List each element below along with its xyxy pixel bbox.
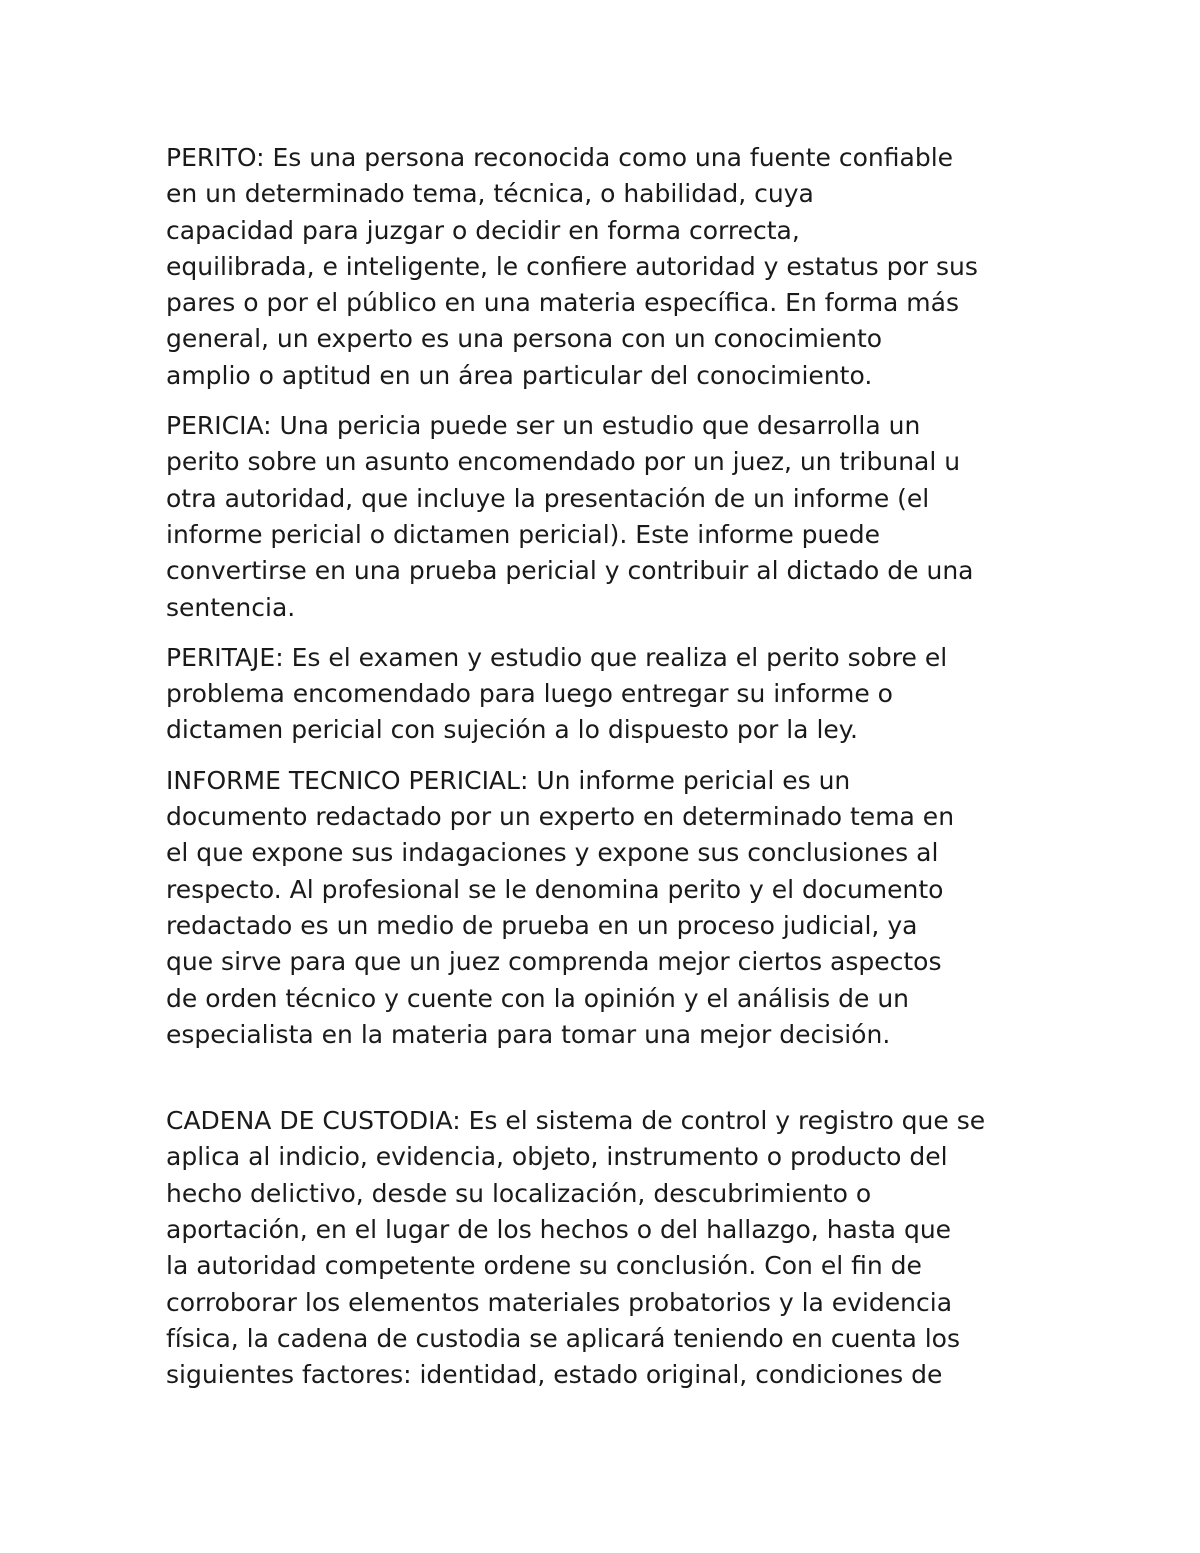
text-line: en un determinado tema, técnica, o habilidad, cuya — [166, 179, 814, 209]
text-line: corroborar los elementos materiales probatorios y la evidencia — [166, 1287, 953, 1317]
text-line: capacidad para juzgar o decidir en forma correcta, — [166, 215, 800, 245]
text-line: convertirse en una prueba pericial y contribuir al dictado de una — [166, 556, 974, 586]
text-line: INFORME TECNICO PERICIAL: Un informe pericial es un — [166, 765, 851, 795]
text-line: otra autoridad, que incluye la presentación de un informe (el — [166, 483, 930, 513]
text-line: CADENA DE CUSTODIA: Es el sistema de control y registro que se — [166, 1106, 986, 1136]
text-line: siguientes factores: identidad, estado original, condiciones de — [166, 1360, 943, 1390]
text-line: general, un experto es una persona con un conocimiento — [166, 324, 883, 354]
text-line: PERITAJE: Es el examen y estudio que realiza el perito sobre el — [166, 642, 948, 672]
text-line: PERICIA: Una pericia puede ser un estudio que desarrolla un — [166, 411, 921, 441]
text-line: pares o por el público en una materia específica. En forma más — [166, 288, 960, 318]
text-line: aplica al indicio, evidencia, objeto, instrumento o producto del — [166, 1142, 948, 1172]
text-line: informe pericial o dictamen pericial). Este informe puede — [166, 519, 881, 549]
text-line: el que expone sus indagaciones y expone sus conclusiones al — [166, 838, 939, 868]
text-line: que sirve para que un juez comprenda mejor ciertos aspectos — [166, 947, 942, 977]
paragraph-informe-tecnico-pericial — [166, 763, 1036, 1053]
text-line: aportación, en el lugar de los hechos o del hallazgo, hasta que — [166, 1215, 952, 1245]
text-line: dictamen pericial con sujeción a lo dispuesto por la ley. — [166, 715, 858, 745]
paragraph-peritaje — [166, 640, 1036, 749]
paragraph-cadena-de-custodia — [166, 1103, 1036, 1393]
text-line: respecto. Al profesional se le denomina perito y el documento — [166, 874, 944, 904]
text-line: especialista en la materia para tomar una mejor decisión. — [166, 1019, 891, 1049]
text-line: problema encomendado para luego entregar su informe o — [166, 679, 893, 709]
text-line: de orden técnico y cuente con la opinión y el análisis de un — [166, 983, 910, 1013]
text-line: la autoridad competente ordene su conclusión. Con el fin de — [166, 1251, 922, 1281]
text-line: física, la cadena de custodia se aplicará teniendo en cuenta los — [166, 1323, 960, 1353]
text-line: perito sobre un asunto encomendado por un juez, un tribunal u — [166, 447, 961, 477]
text-line: redactado es un medio de prueba en un proceso judicial, ya — [166, 910, 918, 940]
text-line: PERITO: Es una persona reconocida como una fuente confiable — [166, 143, 954, 172]
paragraph-perito — [166, 140, 1036, 394]
text-line: documento redactado por un experto en determinado tema en — [166, 802, 955, 832]
paragraph-pericia — [166, 408, 1036, 626]
text-line: sentencia. — [166, 592, 296, 622]
text-line: amplio o aptitud en un área particular del conocimiento. — [166, 360, 873, 390]
document-body — [166, 140, 1036, 1408]
text-line: hecho delictivo, desde su localización, descubrimiento o — [166, 1178, 872, 1208]
text-line: equilibrada, e inteligente, le confiere autoridad y estatus por sus — [166, 251, 978, 281]
